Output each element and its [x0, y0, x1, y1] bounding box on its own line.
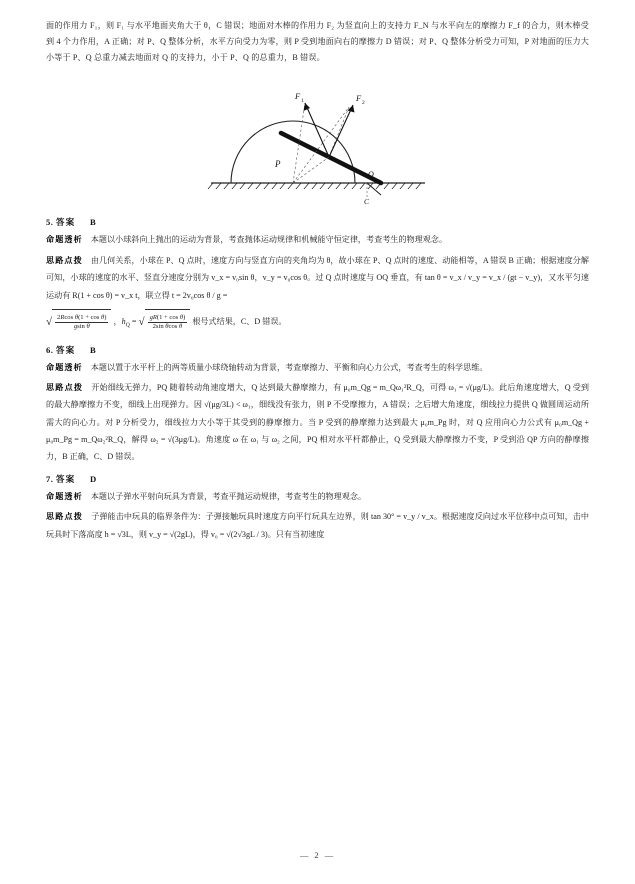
item-number-5: 5.	[46, 217, 54, 228]
hint-6	[46, 379, 589, 466]
hint-5	[46, 252, 589, 304]
tag-hint-6: 思路点拨	[46, 382, 84, 392]
answer-label-5: 答案	[55, 217, 76, 228]
item-number-7: 7.	[46, 473, 54, 484]
formula-tail: 根号式结果，C、D 错误。	[192, 317, 287, 327]
radical-expression-2: √ $\frac{\text{gR(1 + cos θ)}}{\text{2sin θcos θ}}$	[139, 308, 191, 337]
tag-proposition-5: 命题透析	[46, 235, 83, 245]
figure-label-p: P	[274, 159, 280, 170]
figure-label-f1: F	[294, 91, 300, 102]
analysis-6	[46, 359, 589, 376]
tag-proposition-7: 命题透析	[46, 491, 83, 501]
text-hint-5: 由几何关系，小球在 P、Q 点时，速度方向与竖直方向的夹角均为 θ，故小球在 P、Q 点时的速度、动能相等，A 错误 B 正确；根据速度分解可知，小球的速度的水平、竖直分速度分别为 v_x = v₀sin θ，v_y = v₀cos θ。过 Q 点时速度与 OQ 垂直，有 tan θ = v_x / v_y = v_x / (gt − v_y)，又水平匀速运动有 R(1 + cos θ) = v_x t，联立得 t = 2v₀cos θ / g =	[46, 255, 589, 300]
text-proposition-7: 本题以子弹水平射向玩具为背景，考查平抛运动规律，考查考生的物理观念。	[90, 491, 367, 501]
text-hint-7: 子弹能击中玩具的临界条件为：子弹接触玩具时速度方向平行玩具左边界，则 tan 30° = v_y / v_x。根据速度反向过水平位移中点可知，击中玩具时下落高度 h = √3L，则 v_y = √(2gL)，得 v₀ = √(2√3gL / 3)。只有当初速度	[46, 512, 589, 539]
paragraph-continuation: 面的作用力 F₁，则 F₁ 与水平地面夹角大于 θ，C 错误；地面对木棒的作用力 F₂ 为竖直向上的支持力 F_N 与水平向左的摩擦力 F_f 的合力，则木棒受到 4 个力作用，A 正确；对 P、Q 整体分析，水平方向受力为零，则 P 受到地面向右的摩擦力 D 错误；对 P、Q 整体分析受力可知，P 对地面的压力大小等于 P、Q 总重力减去地面对 Q 的支持力，小于 P、Q 的总重力，B 错误。	[46, 21, 589, 62]
answer-label-6: 答案	[55, 344, 76, 355]
formula-mid: ，$h_Q$ =	[113, 317, 137, 329]
radical-expression-1: √ $\frac{\text{2Rcos θ(1 + cos θ)}}{\text{gsin θ}}$	[46, 308, 111, 337]
figure-svg	[153, 71, 483, 209]
answer-value-5: B	[89, 217, 97, 228]
answer-line-5	[46, 216, 589, 228]
figure-label-q: Q	[367, 170, 374, 180]
text-proposition-6: 本题以置于水平杆上的两等质量小球绕轴转动为背景，考查摩擦力、平衡和向心力公式，考查考生的科学思维。	[90, 362, 488, 372]
physics-figure	[46, 71, 589, 209]
answer-line-6	[46, 344, 589, 356]
tag-hint-5: 思路点拨	[46, 255, 83, 265]
svg-text:2: 2	[361, 100, 365, 107]
page-footer: — 2 —	[299, 851, 336, 860]
answer-line-7	[46, 473, 589, 485]
text-proposition-5: 本题以小球斜向上抛出的运动为背景，考查抛体运动规律和机械能守恒定律，考查考生的物理观念。	[90, 235, 447, 245]
tag-proposition-6: 命题透析	[46, 362, 83, 372]
analysis-5	[46, 231, 589, 248]
answer-value-7: D	[89, 473, 97, 484]
figure-label-c: C	[363, 197, 369, 207]
figure-label-f2: F	[355, 93, 361, 104]
tag-hint-7: 思路点拨	[46, 512, 84, 522]
hint-7	[46, 508, 589, 543]
formula-5	[46, 308, 589, 337]
text-hint-6: 开始细线无弹力，PQ 随着转动角速度增大，Q 达到最大静摩擦力，有 μ₀m_Qg = m_Qω₁²R_Q，可得 ω₁ = √(μg/L)。此后角速度增大，Q 受到的最大静摩擦力不变，细线上出现弹力。因 √(μg/3L) < ω₁，细线没有张力，则 P 不受摩擦力，A 错误；之后增大角速度，细线拉力提供 Q 做圆周运动所需大的向心力。对 P 分析受力，细线拉力大小等于其受到的静摩擦力。当 P 受到的静摩擦力达到最大 μ₀m_Pg 时，对 Q 应用向心力公式有 μ₀m_Qg + μ₀m_Pg = m_Qω₂²R_Q，解得 ω₂ = √(3μg/L)。角速度 ω 在 ω₁ 与 ω₂ 之间，PQ 相对水平杆都静止，Q 受到最大静摩擦力不变，P 受到沿 QP 方向的静摩擦力，B 正确，C、D 错误。	[46, 382, 590, 462]
analysis-7	[46, 488, 589, 505]
answer-value-6: B	[89, 344, 97, 355]
item-number-6: 6.	[46, 344, 54, 355]
answer-label-7: 答案	[55, 473, 76, 484]
svg-text:1: 1	[300, 98, 304, 105]
